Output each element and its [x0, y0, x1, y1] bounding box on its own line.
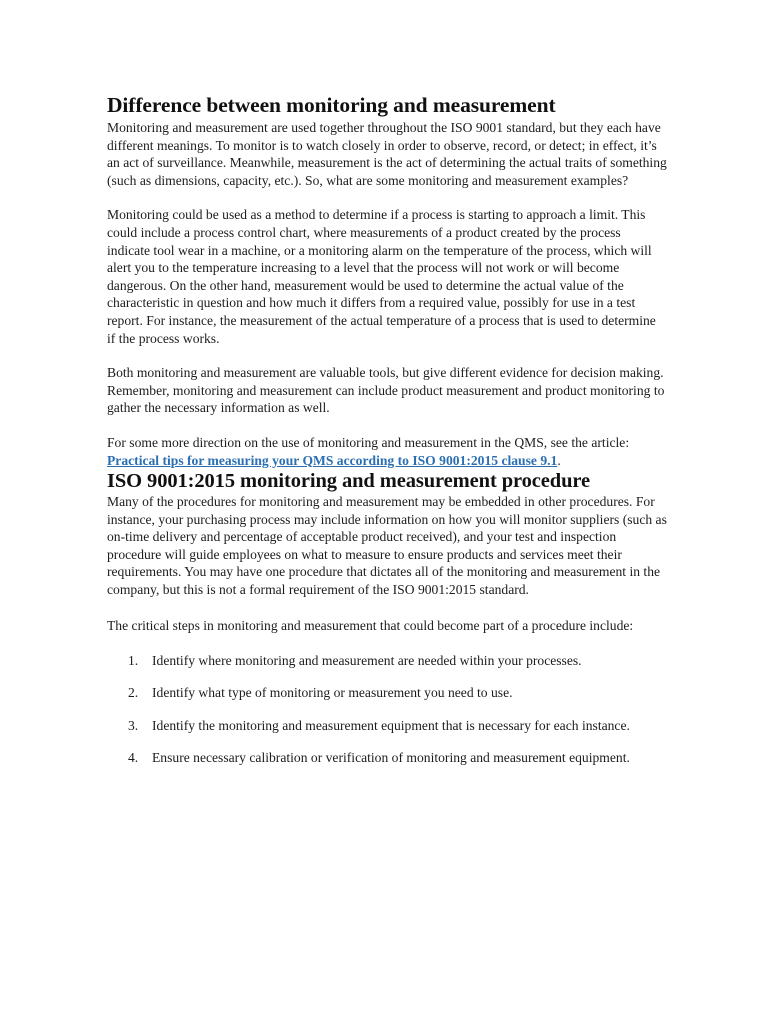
list-item-number: 1.	[128, 653, 139, 669]
article-link[interactable]: Practical tips for measuring your QMS according to ISO 9001:2015 clause 9.1	[107, 452, 558, 468]
direction-text: For some more direction on the use of monitoring and measurement in the QMS, see the article:	[107, 434, 630, 450]
list-item-text: Identify where monitoring and measurement are needed within your processes.	[152, 653, 582, 669]
paragraph-direction	[107, 434, 667, 469]
list-item	[107, 717, 667, 735]
list-item-text: Ensure necessary calibration or verification of monitoring and measurement equipment.	[152, 749, 630, 765]
list-item	[107, 684, 667, 702]
list-item-number: 4.	[128, 749, 139, 765]
heading-difference: Difference between monitoring and measurement	[107, 93, 556, 117]
paragraph-intro: Monitoring and measurement are used together throughout the ISO 9001 standard, but they each have different meanings. To monitor is to watch closely in order to observe, record, or detect; in effect, it’s an act of surveillance. Meanwhile, measurement is the act of determining the actual traits of something (such as dimensions, capacity, etc.). So, what are some monitoring and measurement examples?	[107, 120, 667, 188]
list-item	[107, 749, 667, 767]
heading-procedure: ISO 9001:2015 monitoring and measurement procedure	[107, 470, 591, 493]
document-page	[107, 92, 667, 781]
list-item-text: Identify the monitoring and measurement equipment that is necessary for each instance.	[152, 717, 630, 733]
paragraph-evidence: Both monitoring and measurement are valuable tools, but give different evidence for decision making. Remember, monitoring and measurement can include product measurement and product monitoring to gather the necessary information as well.	[107, 365, 665, 416]
list-item-text: Identify what type of monitoring or measurement you need to use.	[152, 685, 513, 701]
steps-list	[107, 652, 667, 766]
paragraph-critical-steps: The critical steps in monitoring and measurement that could become part of a procedure include:	[107, 617, 634, 633]
list-item-number: 3.	[128, 717, 139, 733]
list-item-number: 2.	[128, 685, 139, 701]
paragraph-procedures: Many of the procedures for monitoring and measurement may be embedded in other procedures. For instance, your purchasing process may include information on how you will monitor suppliers (such as on-time delivery and percentage of acceptable product received), and your test and inspection procedure will guide employees on what to measure to ensure products and services meet their requirements. You may have one procedure that dictates all of the monitoring and measurement in the company, but this is not a formal requirement of the ISO 9001:2015 standard.	[107, 494, 667, 598]
list-item	[107, 652, 667, 670]
direction-end: .	[557, 452, 561, 468]
paragraph-monitoring-usage: Monitoring could be used as a method to determine if a process is starting to approach a limit. This could include a process control chart, where measurements of a product created by the process indicate tool wear in a machine, or a monitoring alarm on the temperature of the process, which will alert you to the temperature increasing to a level that the process will not work or will become dangerous. On the other hand, measurement would be used to determine the actual value of the characteristic in question and how much it differs from a required value, possibly for use in a test report. For instance, the measurement of the actual temperature of a process that is used to determine if the process works.	[107, 207, 656, 346]
